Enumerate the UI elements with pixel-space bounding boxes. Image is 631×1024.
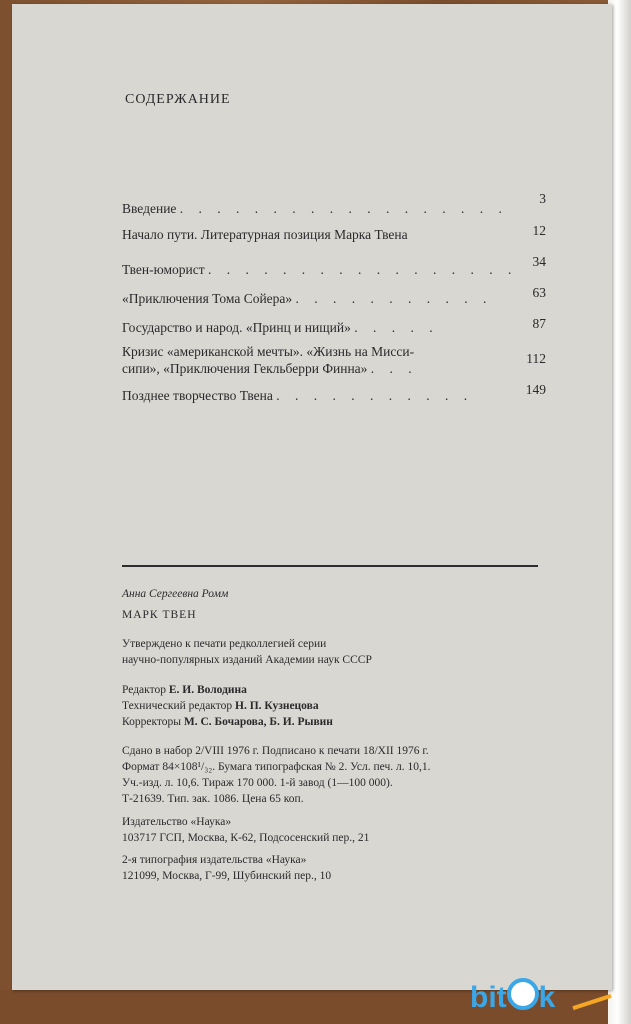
publisher-address: 103717 ГСП, Москва, К-62, Подсосенский пер., 21 [122, 832, 370, 844]
toc-entry-title: Введение [122, 201, 177, 216]
toc-entry [122, 262, 517, 278]
approval-line: научно-популярных изданий Академии наук СССР [122, 654, 372, 666]
logo-text-right: k [538, 981, 556, 1014]
print-details-line: Уч.-изд. л. 10,6. Тираж 170 000. 1-й завод (1—100 000). [122, 777, 393, 789]
print-details-line: Т-21639. Тип. зак. 1086. Цена 65 коп. [122, 793, 304, 805]
toc-entry-title: Позднее творчество Твена [122, 388, 273, 403]
toc-entry [122, 320, 439, 336]
correctors-label: Корректоры [122, 716, 181, 728]
editor-label: Редактор [122, 684, 166, 696]
toc-leader-dots: . . . [370, 361, 418, 376]
editor-line [122, 683, 247, 698]
toc-entry-title: Твен-юморист [122, 262, 205, 277]
logo-o-icon [507, 978, 539, 1010]
correctors-line [122, 715, 333, 730]
toc-heading: СОДЕРЖАНИЕ [125, 92, 231, 107]
toc-entry [122, 201, 508, 217]
toc-entry [122, 361, 418, 377]
toc-leader-dots: . . . . . [354, 320, 439, 335]
correctors-names: М. С. Бочарова, Б. И. Рывин [183, 716, 333, 728]
book-title: МАРК ТВЕН [122, 609, 197, 621]
toc-page-number: 149 [525, 382, 546, 397]
site-logo-watermark [470, 975, 555, 1015]
toc-leader-dots: . . . . . . . . . . . [276, 388, 474, 403]
printer-line: 2-я типография издательства «Наука» [122, 854, 307, 866]
toc-entry-title: сипи», «Приключения Гекльберри Финна» [122, 361, 368, 376]
toc-page-number: 87 [532, 316, 546, 331]
toc-leader-dots: . . . . . . . . . . . [295, 291, 493, 306]
toc-entry [122, 227, 408, 243]
toc-entry-title: Государство и народ. «Принц и нищий» [122, 320, 351, 335]
toc-page-number: 34 [532, 254, 546, 269]
toc-entry-title: «Приключения Тома Сойера» [122, 291, 293, 306]
toc-page-number: 63 [532, 285, 546, 300]
tech-editor-name: Н. П. Кузнецова [235, 700, 319, 712]
toc-leader-dots: . . . . . . . . . . . . . . . . . [208, 262, 518, 277]
logo-text-left: bit [470, 981, 507, 1014]
toc-entry [122, 388, 473, 404]
toc-page-number: 3 [539, 191, 546, 206]
approval-line: Утверждено к печати редколлегией серии [122, 638, 327, 650]
toc-page-number: 112 [526, 351, 546, 366]
print-details-line: Формат 84×108¹/₃₂. Бумага типографская № 2. Усл. печ. л. 10,1. [122, 761, 431, 773]
toc-entry-line1: Кризис «американской мечты». «Жизнь на Мисси- [122, 344, 415, 359]
toc-leader-dots: . . . . . . . . . . . . . . . . . . [179, 201, 508, 216]
publisher-line: Издательство «Наука» [122, 816, 232, 828]
print-details-line: Сдано в набор 2/VIII 1976 г. Подписано к печати 18/XII 1976 г. [122, 745, 429, 757]
toc-entry-title: Начало пути. Литературная позиция Марка Твена [122, 227, 408, 242]
author-name: Анна Сергеевна Ромм [122, 588, 229, 600]
tech-editor-label: Технический редактор [122, 700, 233, 712]
printer-address: 121099, Москва, Г-99, Шубинский пер., 10 [122, 870, 332, 882]
imprint-divider [122, 565, 538, 567]
tech-editor-line [122, 699, 319, 714]
toc-entry [122, 291, 492, 307]
toc-page-number: 12 [532, 223, 546, 238]
editor-name: Е. И. Володина [168, 684, 247, 696]
